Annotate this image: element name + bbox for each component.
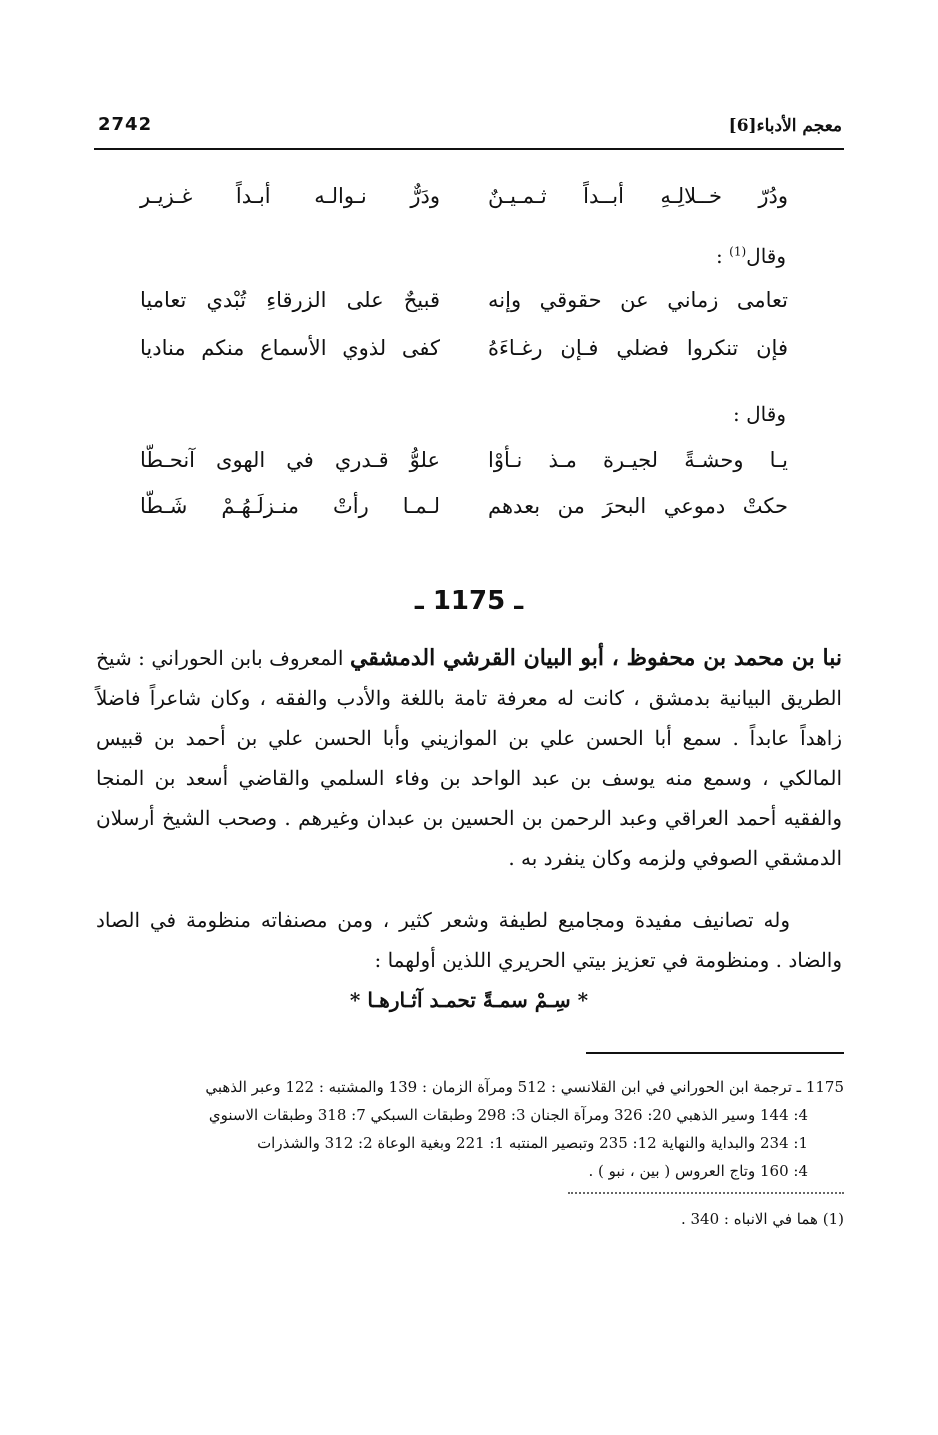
intro-colon: : <box>716 244 730 268</box>
verse-first-hemistich: ودُرّ خــلالِـهِ أبــداً ثـمـيـنٌ <box>488 184 788 208</box>
verse-second-hemistich: كفى لذوي الأسماع منكم مناديا <box>140 336 440 360</box>
verse-second-hemistich: ودَرٌّ نـوالـه أبـداً غـزيـر <box>140 184 440 208</box>
entry-number: ـ 1175 ـ <box>414 586 524 616</box>
footnote-line: 4: 144 وسير الذهبي 20: 326 ومرآة الجنان 3: 298 وطبقات السبكي 7: 318 وطبقات الاسنوي <box>208 1106 808 1124</box>
verse-first-hemistich: تعامى زماني عن حقوقي وإنه <box>488 288 788 312</box>
entry-name: نبا بن محمد بن محفوظ ، أبو البيان القرشي الدمشقي <box>349 645 843 671</box>
footnote-rule <box>586 1052 844 1054</box>
entry-body <box>96 638 842 878</box>
verse-line <box>140 288 788 328</box>
footnote-2: (1) هما في الانباه : 340 . <box>680 1210 844 1228</box>
verse-second-hemistich: لـمـا رأتْ منـزلَـهُـمْ شَـطّا <box>140 494 440 518</box>
verse-second-hemistich: علوُّ قـدري في الهوى آنحـطّا <box>140 448 440 472</box>
footnote-line: 1175 ـ ترجمة ابن الحوراني في ابن القلانسي : 512 ومرآة الزمان : 139 والمشتبه : 122 وعبر الذهبي <box>205 1078 844 1096</box>
entry-paragraph-2: وله تصانيف مفيدة ومجاميع لطيفة وشعر كثير ، ومن مصنفاته منظومة في الصاد والضاد . ومنظومة في تعزيز بيتي الحريري اللذين أولهما : <box>96 908 842 972</box>
intro-text: وقال <box>746 244 786 268</box>
verse-intro <box>716 244 786 268</box>
verse-first-hemistich: حكتْ دموعي البحرَ من بعدهم <box>488 494 788 518</box>
verse-intro: وقال : <box>733 402 786 426</box>
footnote-line: 1: 234 والبداية والنهاية 12: 235 وتبصير المنتبه 1: 221 وبغية الوعاة 2: 312 والشذرات <box>257 1134 808 1152</box>
verse-first-hemistich: فإن تنكروا فضلي فـإن رغـاءَهُ <box>488 336 788 360</box>
verse-line <box>140 494 788 534</box>
verse-line <box>140 448 788 488</box>
entry-paragraph: المعروف بابن الحوراني : شيخ الطريق البيانية بدمشق ، كانت له معرفة تامة باللغة والأدب والفقه ، وكان شاعراً فاضلاً زاهداً عابداً . سمع أبا الحسن علي بن الموازيني وأبا الحسن علي بن أحمد بن قبيس المالكي ، وسمع منه يوسف بن عبد الواحد بن وفاء السلمي والقاضي أسعد بن المنجا والفقيه أحمد العراقي وعبد الرحمن بن الحسين بن عبدان وغيرهم . وصحب الشيخ أرسلان الدمشقي الصوفي ولزمه وكان ينفرد به . <box>96 646 842 870</box>
header-rule <box>94 148 844 150</box>
page-number: 2742 <box>98 114 153 135</box>
verse-first-hemistich: يـا وحشـةً لجيـرة مـذ نـأوْا <box>488 448 788 472</box>
footnote-ref: (1) <box>729 244 747 259</box>
quoted-verse: * سِـمْ سمـةً تحمـد آثـارهـا * <box>349 988 589 1012</box>
verse-line <box>140 336 788 376</box>
footnote-separator <box>568 1192 844 1194</box>
footnote-line: 4: 160 وتاج العروس ( بين ، نبو ) . <box>588 1162 808 1180</box>
running-title: معجم الأدباء[6] <box>728 116 842 136</box>
footnote-1 <box>94 1073 844 1185</box>
verse-line <box>140 184 788 224</box>
verse-second-hemistich: قبيحٌ على الزرقاءِ تُبْدي تعاميا <box>140 288 440 312</box>
